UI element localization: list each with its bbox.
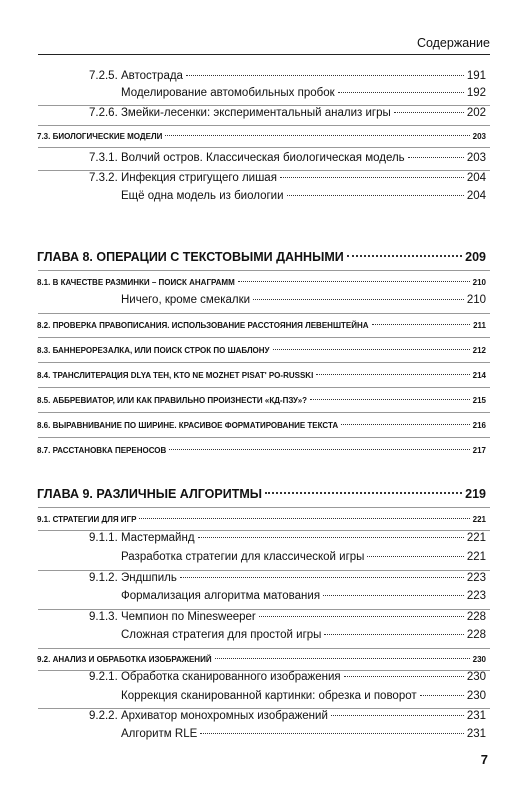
leader-dots [169,449,469,450]
running-header [38,36,490,55]
leader-dots [238,281,470,282]
toc-entry-title: 7.3. БИОЛОГИЧЕСКИЕ МОДЕЛИ [37,132,163,141]
toc-chapter[interactable] [37,487,486,501]
toc-section[interactable] [37,278,486,287]
toc-section[interactable] [37,655,486,664]
toc-entry-title: 8.3. БАННЕРОРЕЗАЛКА, ИЛИ ПОИСК СТРОК ПО ШАБЛОНУ [37,346,270,355]
leader-dots [331,715,464,716]
toc-entry-page: 191 [466,70,486,82]
toc-chapter-title: ГЛАВА 9. РАЗЛИЧНЫЕ АЛГОРИТМЫ [37,487,262,501]
toc-entry-title: 8.7. РАССТАНОВКА ПЕРЕНОСОВ [37,446,167,455]
separator [38,147,490,148]
toc-entry-page: 217 [472,446,486,455]
separator [38,648,490,649]
leader-dots [338,92,464,93]
leader-dots [408,157,464,158]
separator [38,387,490,388]
toc-chapter-title: ГЛАВА 8. ОПЕРАЦИИ С ТЕКСТОВЫМИ ДАННЫМИ [37,250,344,264]
toc-entry-page: 221 [472,515,486,524]
separator [38,362,490,363]
toc-entry-page: 231 [466,710,486,722]
toc-section[interactable] [37,515,486,524]
toc-entry-page: 203 [472,132,486,141]
separator [38,270,490,271]
toc-entry-title: 9.1.3. Чемпион по Minesweeper [89,611,256,623]
toc-section[interactable] [37,346,486,355]
leader-dots [200,733,464,734]
leader-dots [280,177,464,178]
toc-entry[interactable] [89,172,486,184]
separator [38,105,490,106]
toc-entry-page: 216 [472,421,486,430]
toc-entry-title: 8.5. АББРЕВИАТОР, ИЛИ КАК ПРАВИЛЬНО ПРОИЗНЕСТИ «КД-ПЗУ»? [37,396,308,405]
toc-entry[interactable] [121,551,486,563]
leader-dots [287,195,464,196]
leader-dots [180,577,464,578]
leader-dots [310,399,470,400]
page-number: 7 [480,752,488,767]
toc-entry-title: Ещё одна модель из биологии [121,190,284,202]
toc-section[interactable] [37,396,486,405]
leader-dots [372,324,471,325]
toc-entry-page: 204 [466,190,486,202]
toc-section[interactable] [37,321,486,330]
toc-entry-page: 203 [466,152,486,164]
leader-dots [341,424,470,425]
separator [38,337,490,338]
toc-entry-page: 228 [466,611,486,623]
toc-entry[interactable] [121,728,486,740]
toc-entry-title: Ничего, кроме смекалки [121,294,251,306]
toc-entry[interactable] [121,690,486,702]
toc-entry-title: 9.2.1. Обработка сканированного изображения [89,671,341,683]
toc-entry-title: 9.1.1. Мастермайнд [89,532,195,544]
leader-dots [344,676,464,677]
toc-entry-page: 211 [473,321,486,330]
toc-entry[interactable] [89,107,486,119]
leader-dots [273,349,470,350]
toc-entry-page: 202 [466,107,486,119]
toc-entry-page: 223 [466,590,486,602]
leader-dots [367,556,463,557]
leader-dots [324,634,463,635]
toc-entry-page: 230 [466,690,486,702]
toc-entry-page: 209 [465,250,486,264]
toc-entry[interactable] [121,629,486,641]
toc-entry-page: 221 [466,551,486,563]
toc-entry-page: 231 [466,728,486,740]
toc-entry[interactable] [89,70,486,82]
toc-entry[interactable] [89,152,486,164]
separator [38,609,490,610]
separator [38,507,490,508]
toc-entry-title: 9.1. СТРАТЕГИИ ДЛЯ ИГР [37,515,137,524]
toc-entry-title: 9.2. АНАЛИЗ И ОБРАБОТКА ИЗОБРАЖЕНИЙ [37,655,212,664]
toc-entry-title: Разработка стратегии для классической игры [121,551,365,563]
toc-entry-page: 223 [466,572,486,584]
toc-entry-title: 8.6. ВЫРАВНИВАНИЕ ПО ШИРИНЕ. КРАСИВОЕ ФОРМАТИРОВАНИЕ ТЕКСТА [37,421,339,430]
toc-section[interactable] [37,446,486,455]
toc-entry-page: 210 [472,278,486,287]
separator [38,412,490,413]
leader-dots [420,695,464,696]
toc-entry[interactable] [121,590,486,602]
toc-entry-title: 8.4. ТРАНСЛИТЕРАЦИЯ DLYA TEH, KTO NE MOZHET PISAT' PO-RUSSKI [37,371,314,380]
separator [38,313,490,314]
toc-entry-title: 9.2.2. Архиватор монохромных изображений [89,710,328,722]
toc-entry-page: 230 [466,671,486,683]
toc-entry-page: 204 [466,172,486,184]
toc-entry-title: Моделирование автомобильных пробок [121,87,335,99]
toc-entry-page: 228 [466,629,486,641]
toc-entry-page: 210 [466,294,486,306]
toc-entry[interactable] [89,611,486,623]
leader-dots [323,595,464,596]
toc-entry-page: 192 [466,87,486,99]
toc-entry-title: 7.3.2. Инфекция стригущего лишая [89,172,277,184]
toc-entry-page: 219 [465,487,486,501]
toc-section[interactable] [37,421,486,430]
leader-dots [215,658,470,659]
toc-entry[interactable] [89,710,486,722]
toc-section[interactable] [37,371,486,380]
leader-dots [265,492,462,494]
toc-entry-title: Коррекция сканированной картинки: обрезка и поворот [121,690,417,702]
toc-entry-title: Сложная стратегия для простой игры [121,629,322,641]
leader-dots [347,255,462,257]
toc-entry-title: 8.2. ПРОВЕРКА ПРАВОПИСАНИЯ. ИСПОЛЬЗОВАНИЕ РАССТОЯНИЯ ЛЕВЕНШТЕЙНА [37,321,369,330]
toc-entry-title: 7.2.6. Змейки-лесенки: экспериментальный анализ игры [89,107,391,119]
header-title: Содержание [416,36,490,50]
toc-entry-title: Алгоритм RLE [121,728,198,740]
toc-chapter[interactable] [37,250,486,264]
separator [38,530,490,531]
leader-dots [316,374,469,375]
toc-entry-page: 230 [472,655,486,664]
leader-dots [394,112,464,113]
leader-dots [253,299,464,300]
toc-entry-page: 221 [466,532,486,544]
separator [38,125,490,126]
toc-entry[interactable] [89,572,486,584]
toc-entry-page: 214 [472,371,486,380]
toc-section[interactable] [37,132,486,141]
toc-entry[interactable] [89,671,486,683]
toc-entry-page: 215 [472,396,486,405]
toc-entry[interactable] [121,190,486,202]
toc-entry[interactable] [89,532,486,544]
toc-entry-title: 8.1. В КАЧЕСТВЕ РАЗМИНКИ – ПОИСК АНАГРАММ [37,278,235,287]
toc-entry-title: 7.3.1. Волчий остров. Классическая биологическая модель [89,152,405,164]
leader-dots [198,537,464,538]
toc-entry[interactable] [121,294,486,306]
separator [38,170,490,171]
leader-dots [165,135,469,136]
toc-entry-page: 212 [472,346,486,355]
leader-dots [259,616,464,617]
leader-dots [139,518,469,519]
leader-dots [186,75,464,76]
separator [38,437,490,438]
toc-entry-title: 9.1.2. Эндшпиль [89,572,177,584]
toc-entry-title: 7.2.5. Автострада [89,70,183,82]
separator [38,570,490,571]
toc-entry-title: Формализация алгоритма матования [121,590,321,602]
toc-entry[interactable] [121,87,486,99]
separator [38,708,490,709]
